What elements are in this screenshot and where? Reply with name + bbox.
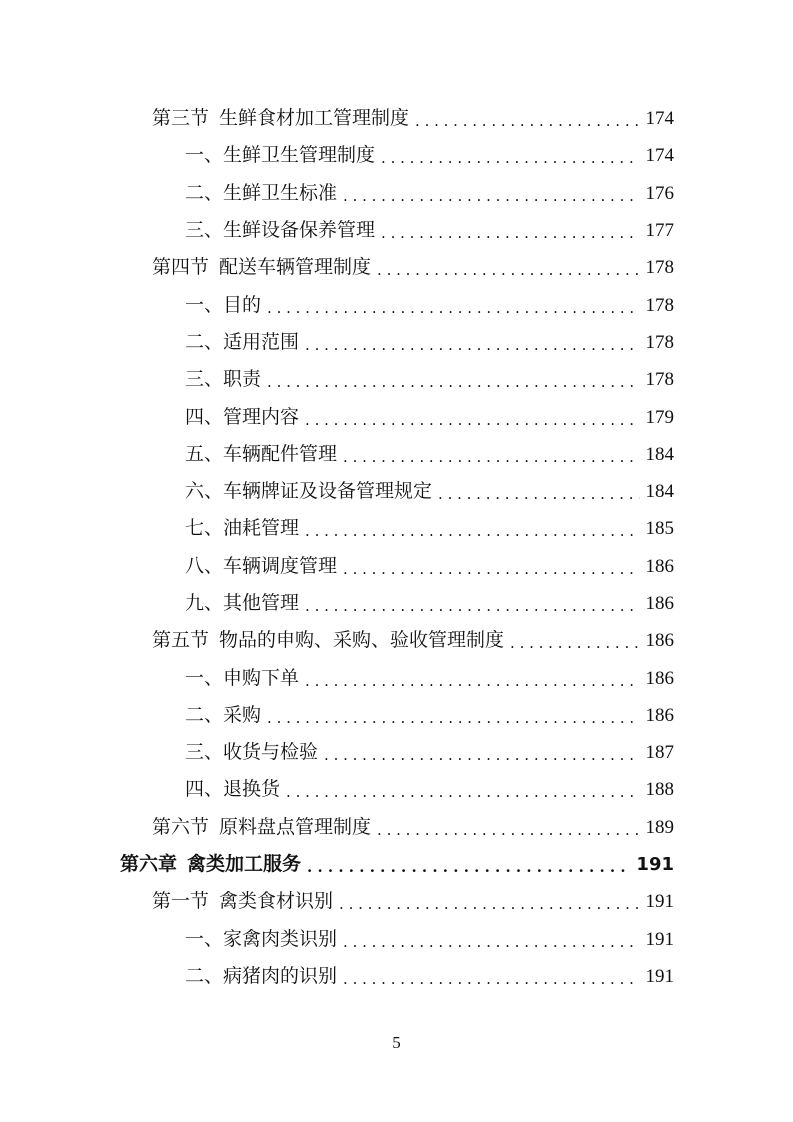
toc-entry-prefix: 一、 [185,666,224,689]
toc-entry-label [185,743,318,762]
toc-entry[interactable] [0,883,793,920]
toc-entry-label [185,780,280,799]
toc-entry-label [185,482,432,501]
toc-entry-page: 191 [645,928,674,950]
toc-entry-title: 车辆牌证及设备管理规定 [223,480,433,503]
toc-entry-title: 车辆调度管理 [223,554,338,577]
toc-entry-title: 管理内容 [223,405,300,428]
toc-entry-label [185,293,262,316]
toc-entry-title: 病猪肉的识别 [223,964,338,987]
toc-entry-prefix: 二、 [185,330,224,353]
toc-entry-prefix: 二、 [185,964,224,987]
toc-entry-label [185,519,299,538]
toc-entry-title: 油耗管理 [223,517,300,540]
toc-entry-page: 186 [645,555,674,577]
toc-entry-prefix: 一、 [185,144,224,167]
toc-entry-label [185,370,261,389]
toc-entry[interactable] [0,809,793,846]
toc-entry-prefix: 四、 [185,778,224,801]
toc-entry-page: 179 [645,406,674,428]
toc-entry-label [185,330,300,353]
dot-leader [307,860,630,875]
toc-entry[interactable] [0,100,793,137]
toc-entry-page: 177 [645,220,674,242]
toc-entry-page: 188 [645,779,674,801]
toc-entry-page: 186 [645,593,674,614]
toc-entry-title: 配送车辆管理制度 [219,256,372,279]
toc-entry-prefix: 六、 [185,480,224,503]
toc-entry-title: 生鲜卫生标准 [223,181,338,204]
toc-entry-title: 生鲜设备保养管理 [223,219,376,242]
dot-leader [343,189,639,204]
toc-entry-prefix: 九、 [185,592,224,614]
dot-leader [305,413,639,428]
toc-entry[interactable] [0,921,793,958]
toc-entry-page: 187 [645,742,674,764]
dot-leader [377,263,639,278]
toc-entry-label [185,927,338,950]
toc-entry[interactable] [0,175,793,212]
toc-entry[interactable] [0,436,793,473]
toc-entry-prefix: 第三节 [152,107,210,130]
toc-entry[interactable] [0,286,793,323]
toc-entry-prefix: 一、 [185,293,224,316]
toc-entry-label [185,666,300,689]
toc-entry-prefix: 八、 [185,554,224,577]
dot-leader [324,748,639,763]
toc-entry-prefix: 四、 [185,405,224,428]
toc-entry[interactable] [0,137,793,174]
toc-entry[interactable] [0,585,793,622]
toc-entry-label [185,181,338,204]
toc-entry-title: 物品的申购、采购、验收管理制度 [219,629,505,652]
dot-leader [339,897,639,912]
dot-leader [267,711,639,726]
toc-entry[interactable] [0,212,793,249]
toc-entry-label [152,109,409,128]
dot-leader [343,450,639,465]
toc-entry-page: 174 [645,145,674,167]
toc-entry-page: 186 [645,630,674,652]
toc-entry-page: 191 [645,891,674,913]
toc-entry-title: 申购下单 [223,666,300,689]
toc-entry[interactable] [0,249,793,286]
toc-entry-label [185,554,338,577]
toc-entry-prefix: 二、 [185,703,224,726]
toc-entry-prefix: 一、 [185,927,224,950]
toc-entry[interactable] [0,734,793,771]
toc-entry-prefix: 三、 [185,368,224,391]
toc-entry-prefix: 三、 [185,741,224,764]
toc-entry[interactable] [0,510,793,547]
toc-entry[interactable] [0,659,793,696]
dot-leader [381,226,639,241]
toc-entry-label [185,221,375,240]
toc-entry-title: 退换货 [223,778,281,801]
toc-entry-label [152,631,504,650]
dot-leader [343,935,639,950]
toc-entry-title: 禽类食材识别 [219,890,334,913]
toc-entry-prefix: 第六节 [152,815,210,838]
dot-leader [415,114,639,129]
page-number: 5 [392,1033,401,1052]
toc-entry-prefix: 第四节 [152,256,210,279]
toc-entry-prefix: 第六章 [120,853,178,876]
toc-entry-title: 原料盘点管理制度 [219,815,372,838]
dot-leader [510,636,639,651]
toc-entry-title: 生鲜卫生管理制度 [223,144,376,167]
toc-entry[interactable] [0,473,793,510]
toc-entry-label [185,964,338,987]
toc-entry-title: 采购 [223,703,262,726]
toc-entry-label [152,258,371,277]
toc-entry[interactable] [0,548,793,585]
toc-entry-page: 189 [645,816,674,838]
toc-entry[interactable] [0,771,793,808]
toc-entry-label [152,815,372,838]
dot-leader [305,338,639,353]
toc-entry-prefix: 第一节 [152,890,210,913]
toc-entry-title: 其他管理 [223,592,300,614]
dot-leader [305,674,639,689]
dot-leader [343,972,639,987]
toc-entry[interactable] [0,958,793,995]
toc-entry-title: 职责 [223,368,262,391]
toc-entry-title: 禽类加工服务 [187,853,302,876]
toc-entry-prefix: 七、 [185,517,224,540]
toc-entry-page: 174 [645,108,674,130]
toc-entry-label [152,892,333,911]
toc-entry-page: 186 [645,704,674,726]
dot-leader [267,301,639,316]
toc-entry-page: 184 [645,481,674,503]
toc-entry-prefix: 三、 [185,219,224,242]
toc-entry-label [185,146,375,165]
toc-entry[interactable] [0,398,793,435]
table-of-contents [0,100,793,995]
toc-entry-title: 收货与检验 [223,741,319,764]
toc-entry-page: 184 [645,443,674,465]
toc-entry-title: 适用范围 [223,330,300,353]
toc-entry-label [185,594,299,613]
toc-entry-label [120,855,301,874]
toc-entry-page: 176 [645,182,674,204]
toc-entry-title: 车辆配件管理 [223,442,338,465]
toc-entry[interactable] [0,622,793,659]
dot-leader [381,151,639,166]
toc-entry-prefix: 第五节 [152,629,210,652]
toc-entry-title: 家禽肉类识别 [223,927,338,950]
toc-entry[interactable] [0,697,793,734]
toc-entry-page: 191 [645,965,674,987]
toc-entry[interactable] [0,846,793,883]
toc-entry-prefix: 二、 [185,181,224,204]
toc-entry-title: 目的 [223,293,262,316]
dot-leader [286,785,639,800]
toc-entry-title: 生鲜食材加工管理制度 [219,107,410,130]
dot-leader [438,487,639,502]
toc-entry-prefix: 五、 [185,442,224,465]
toc-entry-page: 186 [645,667,674,689]
dot-leader [267,375,639,390]
toc-entry-page: 178 [645,257,674,279]
dot-leader [343,562,639,577]
toc-entry[interactable] [0,324,793,361]
toc-entry-label [185,703,262,726]
toc-entry-page: 178 [645,369,674,391]
dot-leader [305,599,639,614]
dot-leader [305,524,639,539]
toc-entry-page: 178 [645,294,674,316]
toc-entry-label [185,442,338,465]
toc-entry-page: 191 [636,853,674,875]
toc-entry-page: 178 [645,331,674,353]
toc-entry-page: 185 [645,518,674,540]
toc-entry[interactable] [0,361,793,398]
toc-entry-label [185,405,300,428]
dot-leader [377,823,639,838]
